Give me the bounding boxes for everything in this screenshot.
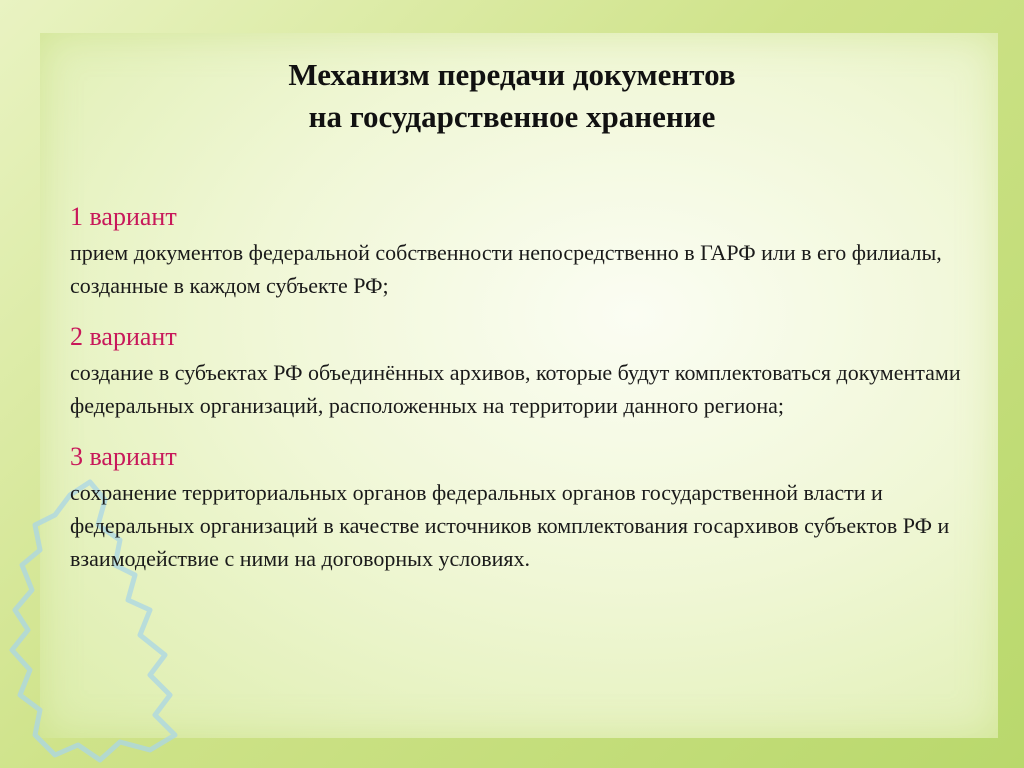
variant-block-1 xyxy=(70,198,970,302)
variant-text: прием документов федеральной собственности непосредственно в ГАРФ или в его филиалы, созданные в каждом субъекте РФ; xyxy=(70,240,942,298)
title-line-1: Механизм передачи документов xyxy=(288,57,736,92)
variant-block-2 xyxy=(70,318,970,422)
variant-heading: 1 вариант xyxy=(70,202,177,231)
slide-title xyxy=(0,54,1024,138)
variant-heading: 2 вариант xyxy=(70,322,177,351)
variants-list xyxy=(70,198,970,591)
variant-text: создание в субъектах РФ объединённых архивов, которые будут комплектоваться документами федеральных организаций, расположенных на территории данного региона; xyxy=(70,360,961,418)
variant-text: сохранение территориальных органов федеральных органов государственной власти и федеральных организаций в качестве источников комплектования госархивов субъектов РФ и взаимодействие с ними на договорных условиях. xyxy=(70,480,950,571)
variant-heading: 3 вариант xyxy=(70,442,177,471)
title-line-2: на государственное хранение xyxy=(308,99,716,134)
variant-block-3 xyxy=(70,438,970,575)
